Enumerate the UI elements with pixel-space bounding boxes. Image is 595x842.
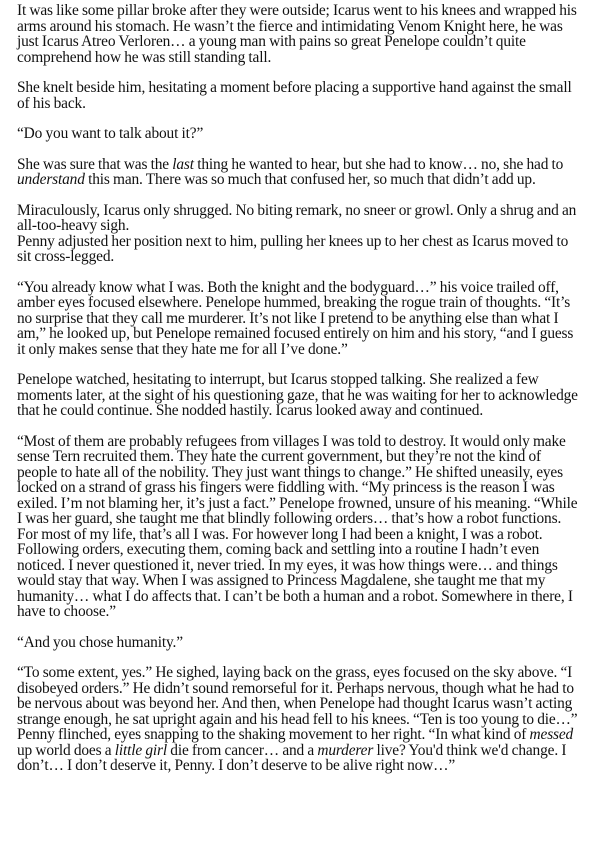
paragraph-4	[17, 157, 584, 188]
paragraph-5	[17, 203, 584, 234]
text-run: Penelope watched, hesitating to interrupt, but Icarus stopped talking. She realized a few moments later, at the sight of his questioning gaze, that he was waiting for her to acknowledge that he could continue. She nodded hastily. Icarus looked away and continued.	[17, 371, 578, 419]
text-run: Miraculously, Icarus only shrugged. No biting remark, no sneer or growl. Only a shrug and an all-too-heavy sigh.	[17, 201, 577, 234]
text-run: Penny adjusted her position next to him, pulling her knees up to her chest as Icarus moved to sit cross-legged.	[17, 232, 569, 265]
paragraph-8	[17, 372, 584, 419]
italic-run: murderer	[317, 741, 374, 759]
text-run: “And you chose humanity.”	[17, 633, 183, 651]
paragraph-6	[17, 234, 584, 265]
italic-run: little girl	[114, 741, 167, 759]
text-run: thing he wanted to hear, but she had to know… no, she had to	[193, 155, 564, 173]
text-run: “You already know what I was. Both the knight and the bodyguard…” his voice trailed off, amber eyes focused elsewhere. Penelope hummed, breaking the rogue train of thoughts. “It’s no surprise that they call me murderer. It’s not like I pretend to be anything else than what I am,” he looked up, but Penelope remained focused entirely on him and his story, “and I guess it only makes sense that they hate me for all I’ve done.”	[17, 278, 574, 358]
text-run: She knelt beside him, hesitating a moment before placing a supportive hand against the small of his back.	[17, 79, 572, 112]
text-run: She was sure that was the	[17, 155, 173, 173]
text-run: “Most of them are probably refugees from villages I was told to destroy. It would only make sense Tern recruited them. They hate the current government, but they’re not the kind of people to hate all of the nobility. They just want things to change.” He shifted uneasily, eyes locked on a strand of grass his fingers were fiddling with. “My princess is the reason I was exiled. I’m not blaming her, it’s just a fact.” Penelope frowned, unsure of his meaning. “While I was her guard, she taught me that blindly following orders… that’s how a robot functions. For most of my life, that’s all I was. For however long I had been a knight, I was a robot. Following orders, executing them, coming back and settling into a routine I hadn’t even noticed. I never questioned it, never tried. In my eyes, it was how things were… and things would stay that way. When I was assigned to Princess Magdalene, she taught me that my humanity… what I do affects that. I can’t be both a human and a robot. Somewhere in there, I have to choose.”	[17, 432, 578, 620]
italic-run: last	[172, 155, 194, 173]
text-run: up world does a	[17, 741, 115, 759]
paragraph-9	[17, 434, 584, 620]
text-run: this man. There was so much that confused her, so much that didn’t add up.	[84, 171, 536, 188]
paragraph-10	[17, 635, 584, 651]
text-run: “To some extent, yes.” He sighed, laying back on the grass, eyes focused on the sky above. “I disobeyed orders.” He didn’t sound remorseful for it. Perhaps nervous, though what he had to be nervous about was beyond her. And then, when Penelope had thought Icarus wasn’t acting strange enough, he sat upright again and his head fell to his knees. “Ten is too young to die…” Penny flinched, eyes snapping to the shaking movement to her right. “In what kind of	[17, 664, 578, 743]
text-run: live? You'd think we'd change. I don’t… I don’t deserve it, Penny. I don’t deserve to be alive right now…”	[17, 741, 567, 774]
story-text	[17, 3, 584, 774]
text-run: “Do you want to talk about it?”	[17, 125, 204, 142]
paragraph-11	[17, 665, 584, 774]
text-run: It was like some pillar broke after they were outside; Icarus went to his knees and wrapped his arms around his stomach. He wasn’t the fierce and intimidating Venom Knight here, he was just Icarus Atreo Verloren… a young man with pains so great Penelope couldn’t quite comprehend how he was still standing tall.	[17, 2, 577, 66]
italic-run: messed	[529, 726, 574, 743]
italic-run: understand	[17, 171, 85, 188]
text-run: die from cancer… and a	[166, 741, 318, 759]
paragraph-3	[17, 126, 584, 142]
paragraph-1	[17, 3, 584, 65]
paragraph-7	[17, 280, 584, 358]
paragraph-2	[17, 80, 584, 111]
